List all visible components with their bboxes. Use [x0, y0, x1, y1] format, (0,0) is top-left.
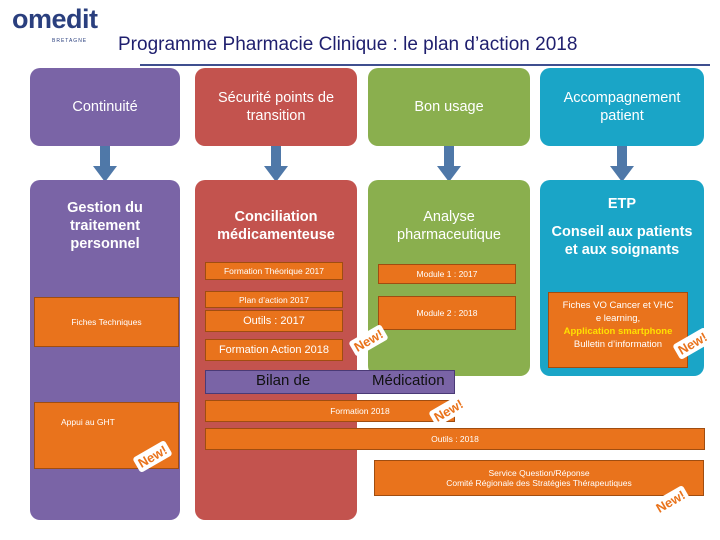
box-accompagnement-outils: [548, 292, 688, 368]
box-plan-action: Plan d’action 2017: [205, 291, 343, 308]
new-badge: New!: [132, 440, 173, 473]
item-elearning: e learning,: [595, 313, 641, 324]
header-securite: Sécurité points de transition: [195, 68, 357, 146]
block-gestion: Gestion du traitement personnel: [67, 200, 143, 252]
block-conseil: Conseil aux patients et aux soignants: [551, 224, 693, 258]
box-module1: Module 1 : 2017: [378, 264, 516, 284]
box-module2: Module 2 : 2018: [378, 296, 516, 330]
arrow-down-icon: [437, 146, 461, 182]
arrow-down-icon: [264, 146, 288, 182]
box-service-qr: [374, 460, 704, 496]
new-badge: New!: [672, 327, 713, 360]
block-analyse: Analyse pharmaceutique: [397, 209, 501, 243]
item-bulletin: Bulletin d’information: [573, 339, 663, 350]
service-qr-label: Service Question/Réponse: [488, 468, 590, 478]
box-fiches-techniques: Fiches Techniques: [34, 297, 179, 347]
page-title: Programme Pharmacie Clinique : le plan d’action 2018: [118, 34, 578, 55]
item-fiches-vo: Fiches VO Cancer et VHC: [562, 300, 674, 311]
arrow-down-icon: [610, 146, 634, 182]
box-formation-action: Formation Action 2018: [205, 339, 343, 361]
logo: omedit: [12, 4, 98, 34]
comite-label: Comité Régionale des Stratégies Thérapeutiques: [446, 478, 632, 488]
box-appui-ght: Appui au GHT: [34, 402, 179, 469]
box-outils-2018: Outils : 2018: [205, 428, 705, 450]
bilan-label: Bilan de: [256, 372, 311, 389]
new-badge: New!: [428, 394, 469, 427]
header-continuite: Continuité: [30, 68, 180, 146]
block-conciliation: Conciliation médicamenteuse: [217, 209, 335, 243]
new-badge: New!: [650, 485, 691, 518]
arrow-down-icon: [93, 146, 117, 182]
header-accompagnement: Accompagnement patient: [540, 68, 704, 146]
new-badge: New!: [348, 324, 389, 357]
header-bon-usage: Bon usage: [368, 68, 530, 146]
logo-region: BRETAGNE: [52, 38, 88, 44]
medication-label: Médication: [372, 372, 445, 389]
item-application: Application smartphone: [563, 326, 673, 337]
box-outils-2017: Outils : 2017: [205, 310, 343, 332]
title-underline: [140, 64, 710, 66]
box-formation-2018: Formation 2018: [205, 400, 455, 422]
block-etp: ETP: [607, 196, 637, 212]
box-formation-theorique: Formation Théorique 2017: [205, 262, 343, 280]
